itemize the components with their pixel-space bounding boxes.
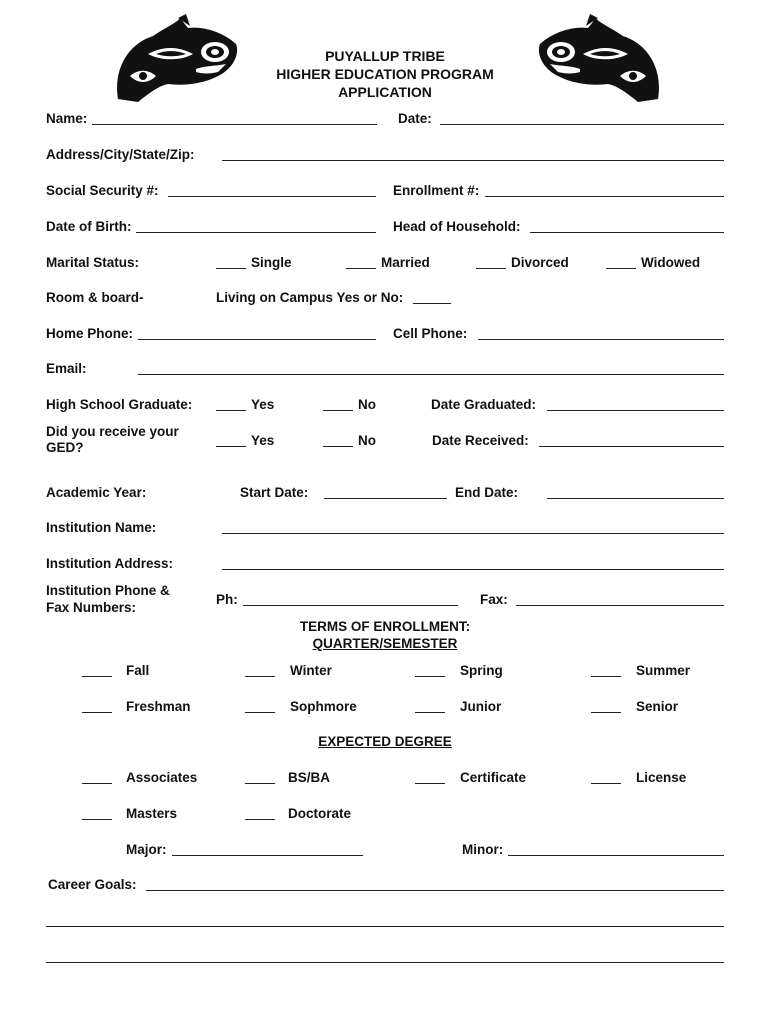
- head-household-field[interactable]: [530, 232, 724, 233]
- winter-checkbox[interactable]: [245, 676, 275, 677]
- address-field[interactable]: [222, 160, 724, 161]
- home-phone-label: Home Phone:: [46, 326, 134, 341]
- address-label: Address/City/State/Zip:: [46, 147, 195, 162]
- license-label: License: [636, 770, 687, 785]
- hs-yes-checkbox[interactable]: [216, 410, 246, 411]
- ph-field[interactable]: [243, 605, 458, 606]
- room-board-label: Room & board-: [46, 290, 144, 305]
- cell-phone-field[interactable]: [478, 339, 724, 340]
- title-line-3: APPLICATION: [338, 84, 432, 100]
- spring-checkbox[interactable]: [415, 676, 445, 677]
- ged-label-line2: GED?: [46, 440, 84, 455]
- license-checkbox[interactable]: [591, 783, 621, 784]
- date-graduated-label: Date Graduated:: [431, 397, 537, 412]
- freshman-label: Freshman: [126, 699, 191, 714]
- summer-label: Summer: [636, 663, 691, 678]
- academic-year-label: Academic Year:: [46, 485, 147, 500]
- fax-label: Fax:: [480, 592, 508, 607]
- minor-field[interactable]: [508, 855, 724, 856]
- end-date-label: End Date:: [455, 485, 519, 500]
- degree-title: EXPECTED DEGREE: [318, 734, 452, 749]
- career-goals-label: Career Goals:: [48, 877, 137, 892]
- ged-yes-checkbox[interactable]: [216, 446, 246, 447]
- freshman-checkbox[interactable]: [82, 712, 112, 713]
- fall-label: Fall: [126, 663, 150, 678]
- single-label: Single: [251, 255, 292, 270]
- married-label: Married: [381, 255, 430, 270]
- ged-no-label: No: [358, 433, 376, 448]
- date-received-label: Date Received:: [432, 433, 529, 448]
- hs-yes-label: Yes: [251, 397, 275, 412]
- email-label: Email:: [46, 361, 87, 376]
- title-line-1: PUYALLUP TRIBE: [325, 48, 445, 64]
- terms-title: TERMS OF ENROLLMENT:: [299, 619, 471, 634]
- head-household-label: Head of Household:: [393, 219, 521, 234]
- dob-label: Date of Birth:: [46, 219, 132, 234]
- ged-yes-label: Yes: [251, 433, 275, 448]
- start-date-field[interactable]: [324, 498, 447, 499]
- hs-graduate-label: High School Graduate:: [46, 397, 193, 412]
- career-goals-line-2[interactable]: [46, 926, 724, 927]
- junior-checkbox[interactable]: [415, 712, 445, 713]
- career-goals-line-3[interactable]: [46, 962, 724, 963]
- winter-label: Winter: [290, 663, 332, 678]
- ssn-field[interactable]: [168, 196, 376, 197]
- marital-status-label: Marital Status:: [46, 255, 140, 270]
- institution-name-label: Institution Name:: [46, 520, 157, 535]
- name-label: Name:: [46, 111, 88, 126]
- fax-field[interactable]: [516, 605, 724, 606]
- enrollment-field[interactable]: [485, 196, 724, 197]
- enrollment-label: Enrollment #:: [393, 183, 480, 198]
- spring-label: Spring: [460, 663, 503, 678]
- doctorate-label: Doctorate: [288, 806, 352, 821]
- date-label: Date:: [398, 111, 432, 126]
- married-checkbox[interactable]: [346, 268, 376, 269]
- major-field[interactable]: [172, 855, 363, 856]
- home-phone-field[interactable]: [138, 339, 376, 340]
- ph-label: Ph:: [216, 592, 238, 607]
- associates-checkbox[interactable]: [82, 783, 112, 784]
- date-graduated-field[interactable]: [547, 410, 724, 411]
- sophmore-checkbox[interactable]: [245, 712, 275, 713]
- doctorate-checkbox[interactable]: [245, 819, 275, 820]
- widowed-checkbox[interactable]: [606, 268, 636, 269]
- hs-no-label: No: [358, 397, 376, 412]
- certificate-checkbox[interactable]: [415, 783, 445, 784]
- bsba-checkbox[interactable]: [245, 783, 275, 784]
- cell-phone-label: Cell Phone:: [393, 326, 468, 341]
- masters-label: Masters: [126, 806, 178, 821]
- senior-checkbox[interactable]: [591, 712, 621, 713]
- start-date-label: Start Date:: [240, 485, 309, 500]
- title-line-2: HIGHER EDUCATION PROGRAM: [276, 66, 494, 82]
- living-campus-label: Living on Campus Yes or No:: [216, 290, 404, 305]
- institution-name-field[interactable]: [222, 533, 724, 534]
- major-label: Major:: [126, 842, 167, 857]
- single-checkbox[interactable]: [216, 268, 246, 269]
- sophmore-label: Sophmore: [290, 699, 357, 714]
- career-goals-field[interactable]: [146, 890, 724, 891]
- terms-subtitle: QUARTER/SEMESTER: [312, 636, 458, 651]
- junior-label: Junior: [460, 699, 502, 714]
- name-field[interactable]: [92, 124, 377, 125]
- ged-label-line1: Did you receive your: [46, 424, 179, 439]
- divorced-label: Divorced: [511, 255, 569, 270]
- masters-checkbox[interactable]: [82, 819, 112, 820]
- fall-checkbox[interactable]: [82, 676, 112, 677]
- divorced-checkbox[interactable]: [476, 268, 506, 269]
- senior-label: Senior: [636, 699, 679, 714]
- date-received-field[interactable]: [539, 446, 724, 447]
- hs-no-checkbox[interactable]: [323, 410, 353, 411]
- bsba-label: BS/BA: [288, 770, 331, 785]
- summer-checkbox[interactable]: [591, 676, 621, 677]
- associates-label: Associates: [126, 770, 198, 785]
- end-date-field[interactable]: [547, 498, 724, 499]
- inst-phone-label-line2: Fax Numbers:: [46, 600, 137, 615]
- ged-no-checkbox[interactable]: [323, 446, 353, 447]
- widowed-label: Widowed: [641, 255, 701, 270]
- certificate-label: Certificate: [460, 770, 527, 785]
- institution-address-field[interactable]: [222, 569, 724, 570]
- date-field[interactable]: [440, 124, 724, 125]
- living-campus-field[interactable]: [413, 303, 451, 304]
- institution-address-label: Institution Address:: [46, 556, 173, 571]
- ssn-label: Social Security #:: [46, 183, 159, 198]
- dob-field[interactable]: [136, 232, 376, 233]
- inst-phone-label-line1: Institution Phone &: [46, 583, 170, 598]
- minor-label: Minor:: [462, 842, 504, 857]
- email-field[interactable]: [138, 374, 724, 375]
